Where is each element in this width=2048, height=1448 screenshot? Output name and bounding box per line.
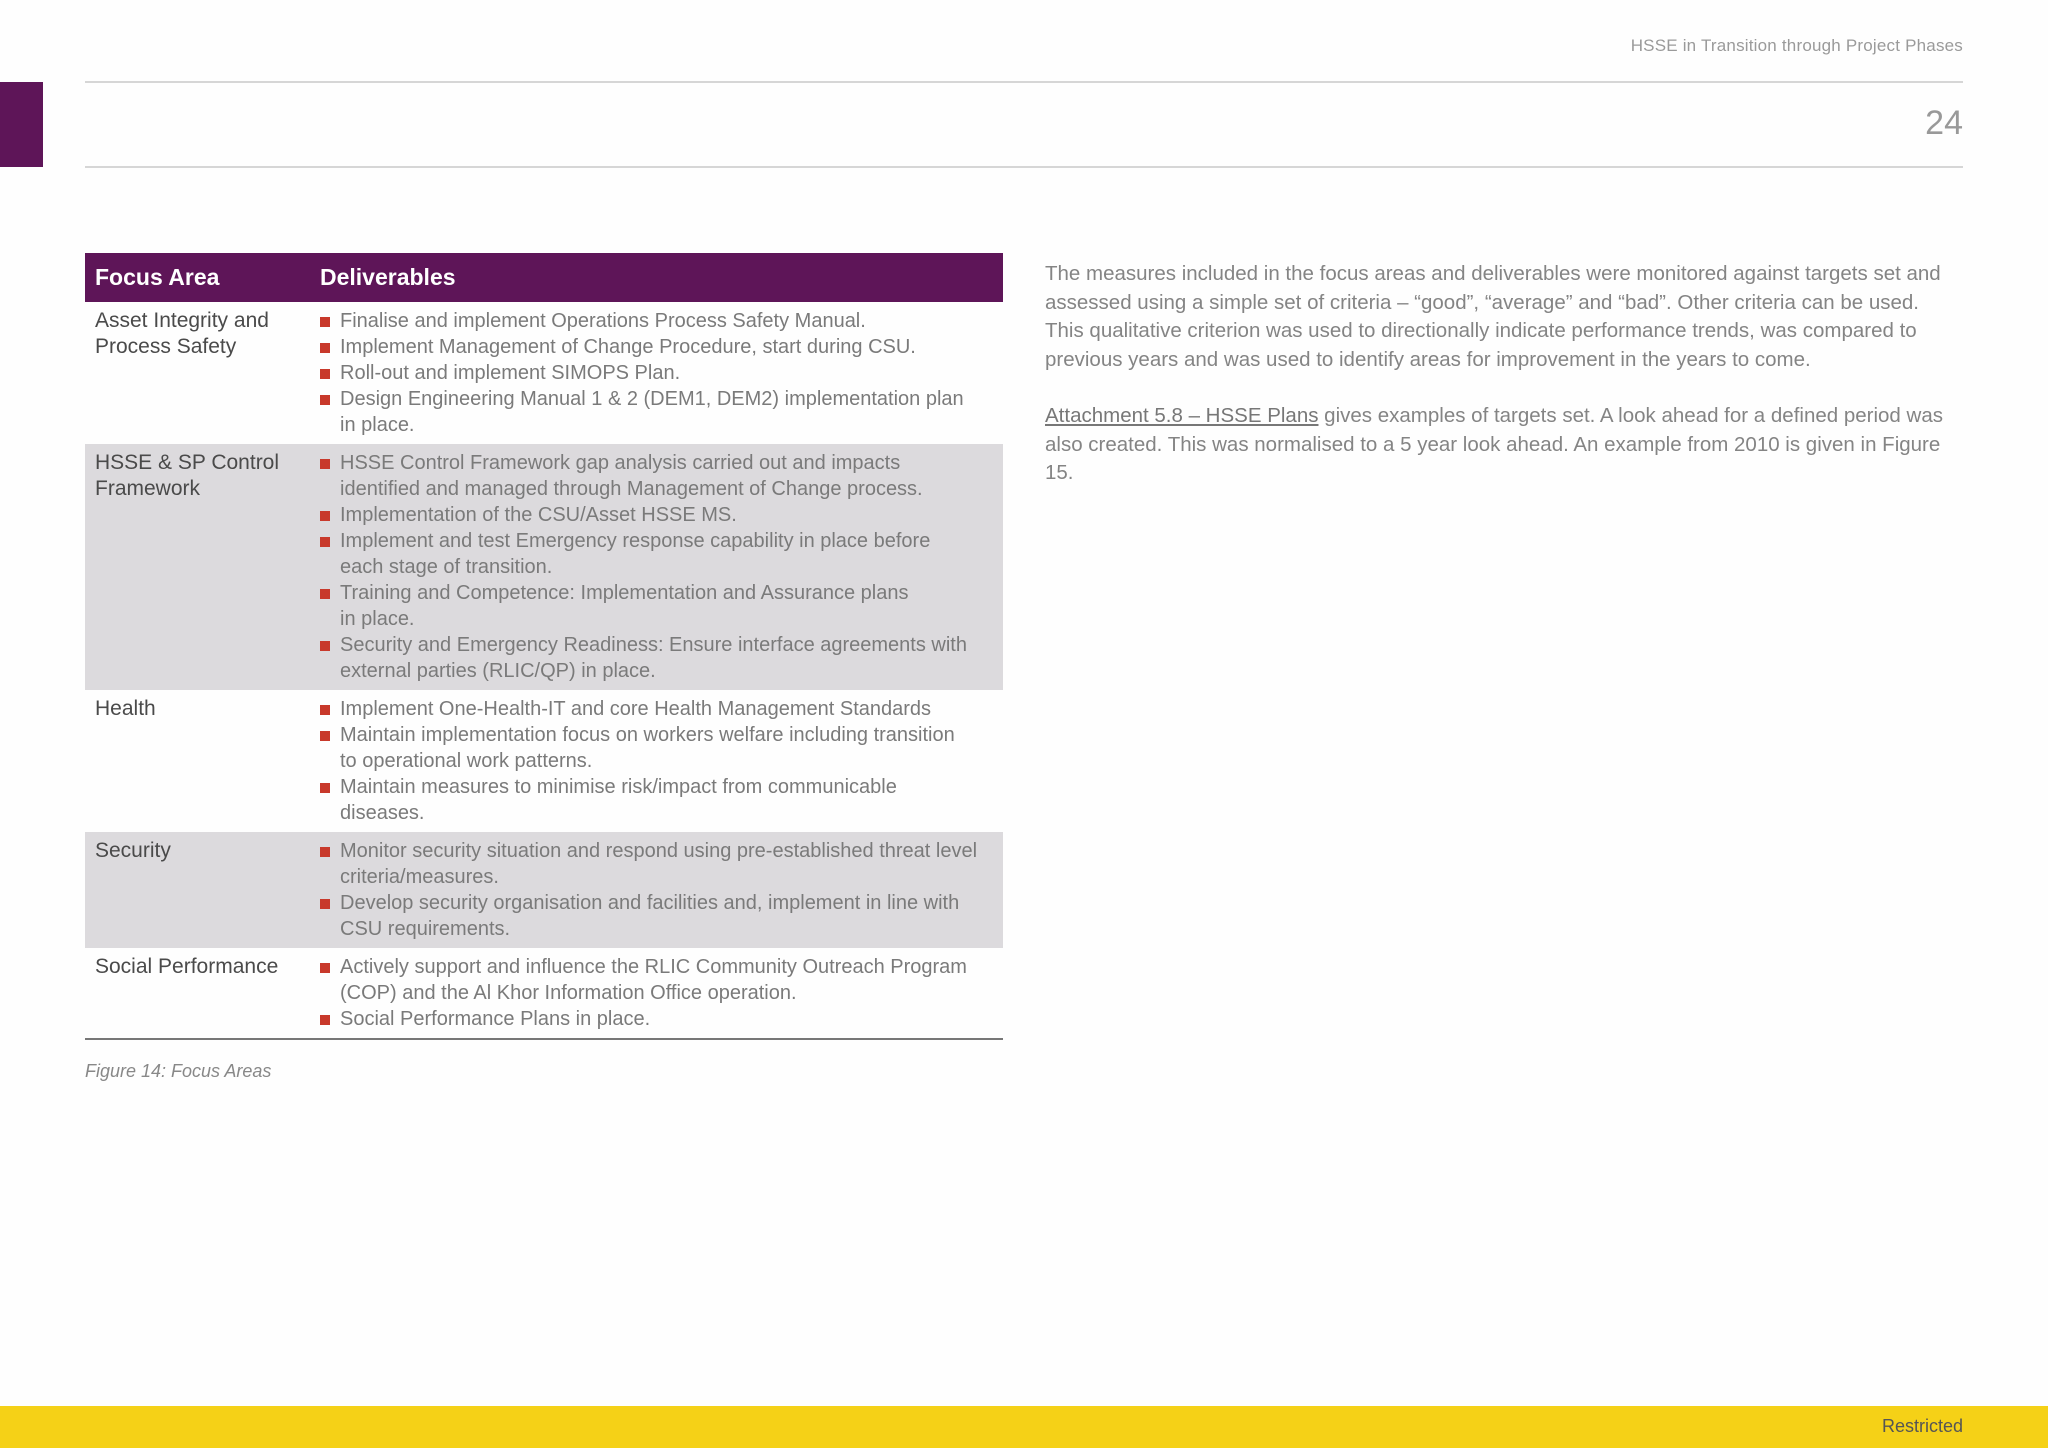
deliverable-text — [340, 386, 964, 438]
square-bullet-icon — [320, 963, 330, 973]
square-bullet-icon — [320, 343, 330, 353]
deliverable-text — [340, 502, 737, 528]
table-body — [85, 302, 1003, 1038]
deliverable-line: HSSE Control Framework gap analysis carried out and impacts — [340, 452, 901, 474]
deliverable-text — [340, 450, 923, 502]
deliverable-line: Training and Competence: Implementation and Assurance plans — [340, 582, 909, 604]
body-paragraph-2-text: gives examples of targets set. A look ahead for a defined period was also created. This was normalised to a 5 year look ahead. An example from 2010 is given in Figure 15. — [1045, 404, 1943, 484]
table-header-row — [85, 253, 1003, 302]
deliverable-item — [320, 890, 1003, 942]
deliverable-item — [320, 360, 1003, 386]
square-bullet-icon — [320, 847, 330, 857]
table-row — [85, 948, 1003, 1038]
deliverable-line: diseases. — [340, 802, 425, 824]
deliverable-text — [340, 838, 977, 890]
deliverable-line: Implement One-Health-IT and core Health Management Standards — [340, 698, 932, 720]
table-bottom-rule — [85, 1038, 1003, 1040]
deliverable-line: CSU requirements. — [340, 918, 511, 940]
deliverable-item — [320, 1006, 1003, 1032]
attachment-link[interactable]: Attachment 5.8 – HSSE Plans — [1045, 404, 1319, 427]
focus-area-cell — [85, 696, 316, 826]
focus-area-line: Health — [95, 697, 156, 720]
focus-area-line: Social Performance — [95, 955, 279, 978]
deliverable-line: in place. — [340, 414, 415, 436]
square-bullet-icon — [320, 783, 330, 793]
deliverables-cell — [316, 696, 1003, 826]
focus-area-line: Process Safety — [95, 335, 237, 358]
deliverable-line: Design Engineering Manual 1 & 2 (DEM1, DEM2) implementation plan — [340, 388, 964, 410]
deliverable-text — [340, 1006, 650, 1032]
square-bullet-icon — [320, 731, 330, 741]
deliverable-item — [320, 334, 1003, 360]
square-bullet-icon — [320, 537, 330, 547]
square-bullet-icon — [320, 369, 330, 379]
square-bullet-icon — [320, 589, 330, 599]
deliverable-line: Monitor security situation and respond using pre-established threat level — [340, 840, 978, 862]
deliverables-cell — [316, 954, 1003, 1032]
focus-area-cell — [85, 450, 316, 684]
deliverable-line: criteria/measures. — [340, 866, 499, 888]
header-rule-bottom — [85, 166, 1963, 168]
deliverable-item — [320, 450, 1003, 502]
table-row — [85, 444, 1003, 690]
footer-bar — [0, 1406, 2048, 1448]
deliverable-text — [340, 308, 866, 334]
deliverables-cell — [316, 308, 1003, 438]
body-paragraph-1: The measures included in the focus areas and deliverables were monitored against targets set and assessed using a simple set of criteria – “good”, “average” and “bad”. Other criteria can be used. This qualitative criterion was used to directionally indicate performance trends, was compared to previous years and was used to identify areas for improvement in the years to come. — [1045, 262, 1941, 371]
deliverable-line: Social Performance Plans in place. — [340, 1008, 651, 1030]
focus-area-line: Security — [95, 839, 171, 862]
deliverable-line: Maintain measures to minimise risk/impact from communicable — [340, 776, 897, 798]
square-bullet-icon — [320, 511, 330, 521]
deliverable-line: Actively support and influence the RLIC Community Outreach Program — [340, 956, 967, 978]
table-row — [85, 302, 1003, 444]
focus-area-line: Asset Integrity and — [95, 309, 269, 332]
deliverable-line: Develop security organisation and facilities and, implement in line with — [340, 892, 960, 914]
deliverable-line: Implementation of the CSU/Asset HSSE MS. — [340, 504, 737, 526]
deliverable-text — [340, 774, 897, 826]
square-bullet-icon — [320, 641, 330, 651]
focus-area-cell — [85, 308, 316, 438]
deliverable-text — [340, 696, 931, 722]
deliverable-line: Security and Emergency Readiness: Ensure interface agreements with — [340, 634, 967, 656]
deliverable-item — [320, 838, 1003, 890]
body-text — [1045, 260, 1945, 516]
deliverable-text — [340, 334, 916, 360]
square-bullet-icon — [320, 317, 330, 327]
deliverable-item — [320, 502, 1003, 528]
deliverable-line: each stage of transition. — [340, 556, 553, 578]
deliverable-text — [340, 890, 959, 942]
deliverable-line: external parties (RLIC/QP) in place. — [340, 660, 656, 682]
column-header-deliverables: Deliverables — [320, 264, 456, 290]
deliverable-text — [340, 580, 909, 632]
focus-area-line: Framework — [95, 477, 201, 500]
table-row — [85, 690, 1003, 832]
body-paragraph-2 — [1045, 402, 1945, 488]
figure-caption: Figure 14: Focus Areas — [85, 1061, 272, 1081]
focus-areas-table — [85, 253, 1003, 1040]
classification-label: Restricted — [1881, 1416, 1963, 1436]
deliverable-item — [320, 774, 1003, 826]
deliverable-text — [340, 722, 955, 774]
deliverable-line: Roll-out and implement SIMOPS Plan. — [340, 362, 681, 384]
focus-area-cell — [85, 838, 316, 942]
deliverables-cell — [316, 838, 1003, 942]
running-header-title: HSSE in Transition through Project Phases — [1630, 36, 1963, 55]
deliverable-item — [320, 308, 1003, 334]
deliverable-line: to operational work patterns. — [340, 750, 593, 772]
deliverable-line: (COP) and the Al Khor Information Office operation. — [340, 982, 797, 1004]
page-number: 24 — [1925, 104, 1963, 142]
square-bullet-icon — [320, 459, 330, 469]
table-row — [85, 832, 1003, 948]
deliverable-item — [320, 722, 1003, 774]
square-bullet-icon — [320, 899, 330, 909]
deliverable-item — [320, 954, 1003, 1006]
deliverable-line: Maintain implementation focus on workers welfare including transition — [340, 724, 955, 746]
header-rule-top — [85, 81, 1963, 83]
deliverable-line: Implement and test Emergency response capability in place before — [340, 530, 931, 552]
deliverable-line: Implement Management of Change Procedure, start during CSU. — [340, 336, 916, 358]
brand-accent-tab — [0, 82, 43, 167]
deliverable-item — [320, 632, 1003, 684]
square-bullet-icon — [320, 705, 330, 715]
deliverable-item — [320, 696, 1003, 722]
deliverables-cell — [316, 450, 1003, 684]
deliverable-line: identified and managed through Management of Change process. — [340, 478, 923, 500]
square-bullet-icon — [320, 395, 330, 405]
deliverable-text — [340, 528, 930, 580]
deliverable-text — [340, 360, 680, 386]
deliverable-item — [320, 528, 1003, 580]
deliverable-item — [320, 580, 1003, 632]
focus-area-line: HSSE & SP Control — [95, 451, 280, 474]
square-bullet-icon — [320, 1015, 330, 1025]
column-header-focus-area: Focus Area — [95, 264, 220, 290]
deliverable-item — [320, 386, 1003, 438]
deliverable-line: Finalise and implement Operations Process Safety Manual. — [340, 310, 866, 332]
focus-area-cell — [85, 954, 316, 1032]
deliverable-line: in place. — [340, 608, 415, 630]
deliverable-text — [340, 632, 967, 684]
deliverable-text — [340, 954, 967, 1006]
